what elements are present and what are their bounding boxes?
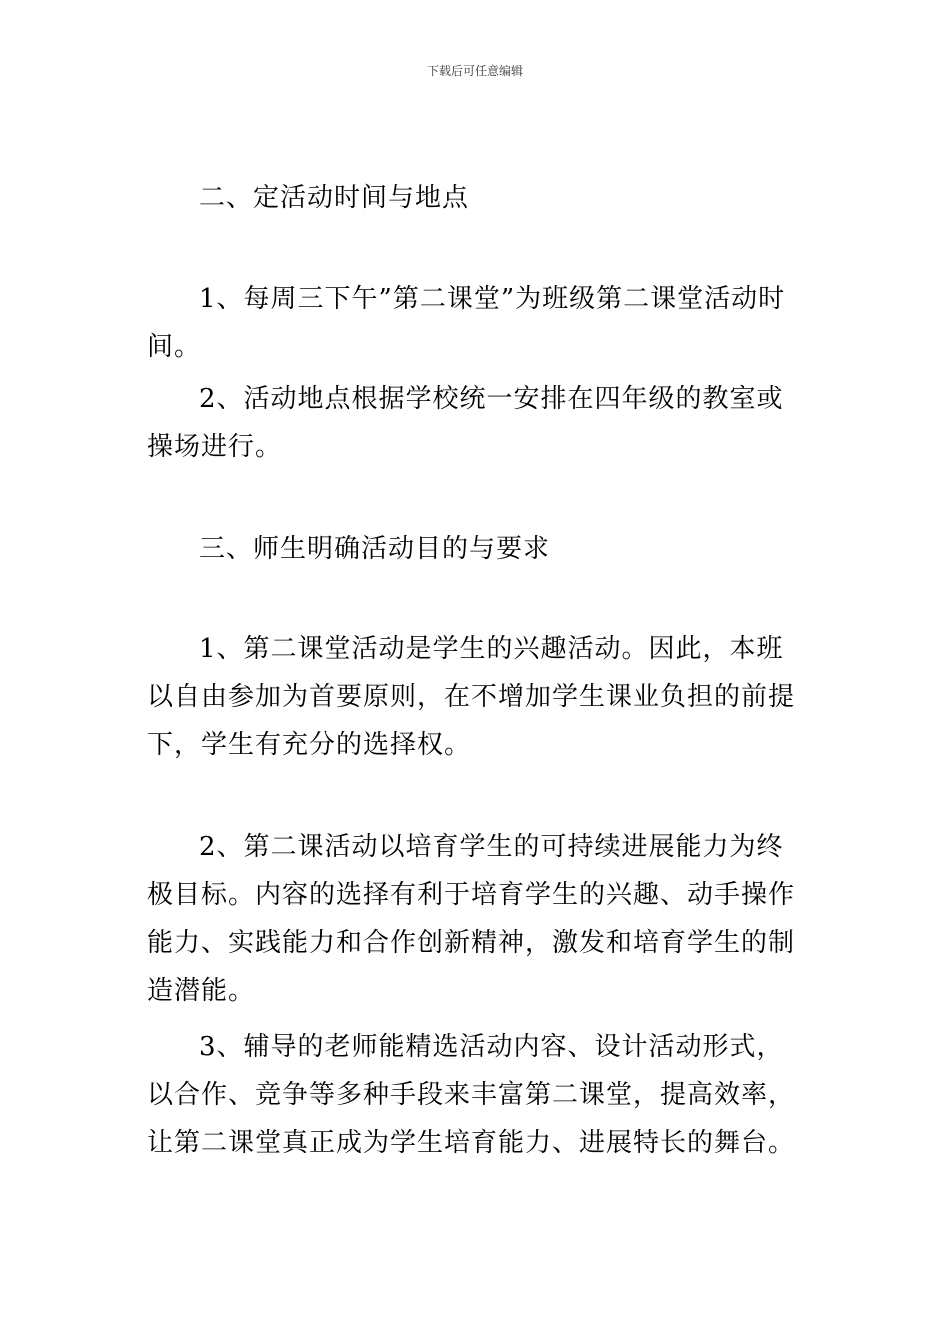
section-heading-goals: 三、师生明确活动目的与要求 — [199, 534, 551, 564]
section-heading-time-place: 二、定活动时间与地点 — [199, 183, 470, 213]
page-header-note: 下载后可任意编辑 — [426, 64, 523, 78]
paragraph-place: 2、活动地点根据学校统一安排在四年级的教室或操场进行。 — [147, 384, 784, 462]
paragraph-interest-activity: 1、第二课堂活动是学生的兴趣活动。因此，本班以自由参加为首要原则，在不增加学生课业负担的前提下，学生有充分的选择权。 — [147, 634, 796, 760]
paragraph-teacher-guidance: 3、辅导的老师能精选活动内容、设计活动形式，以合作、竞争等多种手段来丰富第二课堂，提高效率，让第二课堂真正成为学生培育能力、进展特长的舞台。 — [147, 1032, 796, 1158]
paragraph-time: 1、每周三下午”第二课堂”为班级第二课堂活动时间。 — [147, 284, 786, 362]
paragraph-ability-goal: 2、第二课活动以培育学生的可持续进展能力为终极目标。内容的选择有利于培育学生的兴趣、动手操作能力、实践能力和合作创新精神，激发和培育学生的制造潜能。 — [147, 832, 796, 1006]
